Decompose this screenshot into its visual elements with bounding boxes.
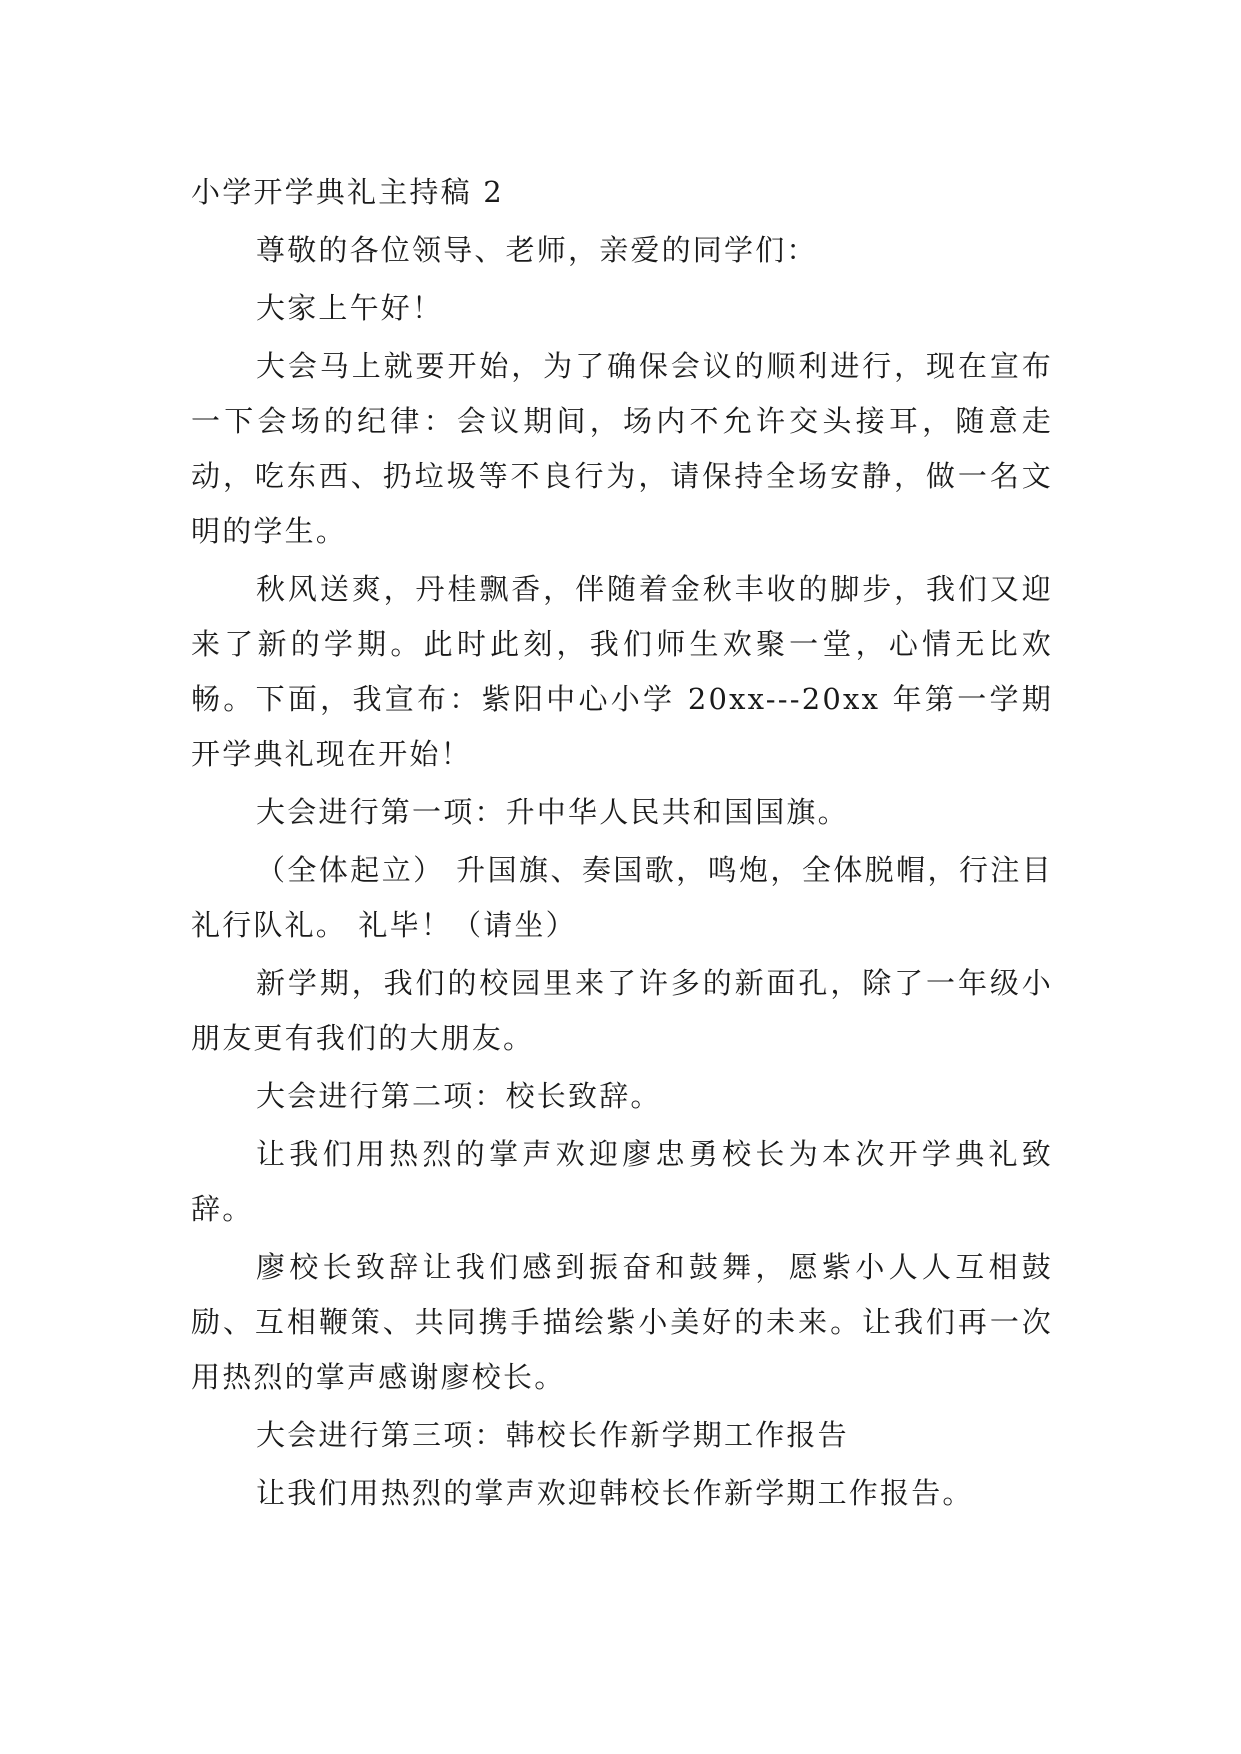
paragraph-welcome-principal: 让我们用热烈的掌声欢迎廖忠勇校长为本次开学典礼致辞。 [191, 1137, 1053, 1226]
paragraph-thanks-principal: 廖校长致辞让我们感到振奋和鼓舞，愿紫小人人互相鼓励、互相鞭策、共同携手描绘紫小美好的未来。让我们再一次用热烈的掌声感谢廖校长。 [191, 1250, 1053, 1394]
paragraph-item-two: 大会进行第二项：校长致辞。 [256, 1079, 662, 1113]
document-title: 小学开学典礼主持稿 2 [191, 175, 504, 209]
document-body [191, 165, 1053, 1524]
paragraph-discipline: 大会马上就要开始，为了确保会议的顺利进行，现在宣布一下会场的纪律：会议期间，场内不允许交头接耳，随意走动，吃东西、扔垃圾等不良行为，请保持全场安静，做一名文明的学生。 [191, 349, 1053, 548]
paragraph-welcome-report: 让我们用热烈的掌声欢迎韩校长作新学期工作报告。 [256, 1476, 974, 1510]
paragraph-new-faces: 新学期，我们的校园里来了许多的新面孔，除了一年级小朋友更有我们的大朋友。 [191, 966, 1053, 1055]
paragraph-hello: 大家上午好！ [256, 291, 444, 325]
paragraph-greeting: 尊敬的各位领导、老师，亲爱的同学们： [256, 233, 818, 267]
paragraph-opening: 秋风送爽，丹桂飘香，伴随着金秋丰收的脚步，我们又迎来了新的学期。此时此刻，我们师生欢聚一堂，心情无比欢畅。下面，我宣布：紫阳中心小学 20xx---20xx 年第一学期开学典礼现在开始！ [191, 572, 1053, 771]
paragraph-flag-ceremony: （全体起立） 升国旗、奏国歌，鸣炮，全体脱帽，行注目礼行队礼。 礼毕！（请坐） [191, 853, 1053, 942]
paragraph-item-three: 大会进行第三项：韩校长作新学期工作报告 [256, 1418, 849, 1452]
paragraph-item-one: 大会进行第一项：升中华人民共和国国旗。 [256, 795, 849, 829]
